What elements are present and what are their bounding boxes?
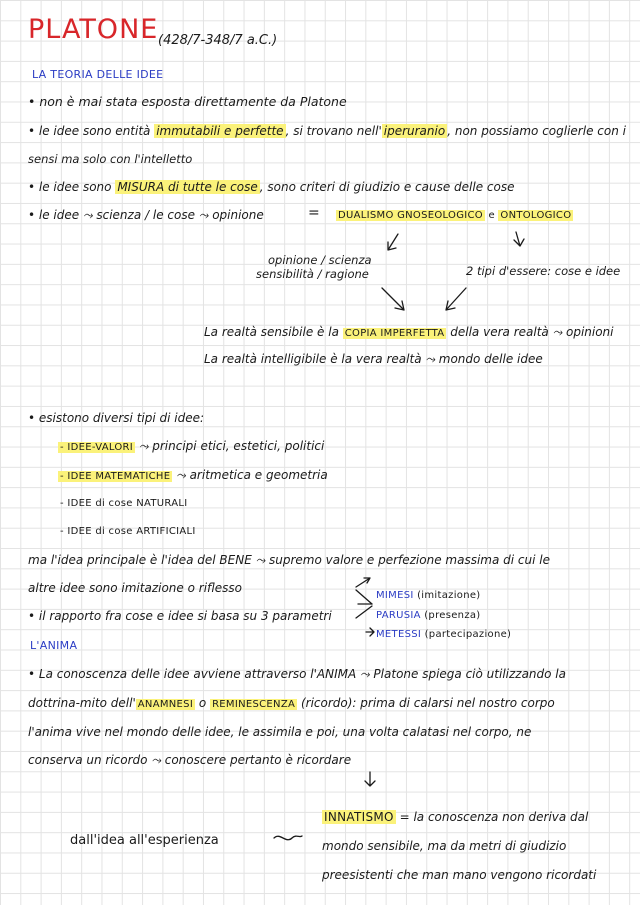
squiggle-arrow-icon: [274, 836, 302, 840]
idea-type: - IDEE di cose NATURALI: [60, 498, 188, 509]
highlight: REMINESCENZA: [212, 699, 296, 710]
highlight: ONTOLOGICO: [500, 210, 572, 221]
highlight: COPIA IMPERFETTA: [344, 328, 445, 339]
text: (presenza): [420, 610, 481, 621]
idea-type: [58, 467, 328, 485]
dates: (428/7-348/7 a.C.): [158, 33, 278, 48]
parameter: [376, 588, 481, 604]
arrow-icon: [356, 606, 372, 618]
note-line: [204, 324, 614, 342]
text: • le idee sono entità: [28, 124, 155, 138]
text: • le idee sono: [28, 180, 116, 194]
note-line: La realtà intelligibile è la vera realtà ⤳ mondo delle idee: [204, 352, 543, 366]
text: e: [488, 210, 495, 221]
parameter: [376, 627, 511, 643]
text: ⤳ principi etici, estetici, politici: [135, 439, 325, 453]
text: = la conoscenza non deriva dal: [395, 810, 589, 824]
text: della vera realtà ⤳ opinioni: [446, 325, 614, 339]
equals-sign: =: [308, 205, 320, 221]
text: , non possiamo coglierle con i: [447, 124, 626, 138]
arrow-icon: [356, 578, 370, 587]
highlight: MISURA di tutte le cose: [117, 180, 258, 194]
parameter: [376, 608, 481, 624]
text: La realtà sensibile è la: [204, 325, 343, 339]
note-line: • esistono diversi tipi di idee:: [28, 411, 205, 425]
highlight: DUALISMO GNOSEOLOGICO: [338, 210, 483, 221]
parameter-name: PARUSIA: [376, 610, 421, 621]
text: , sono criteri di giudizio e cause delle cose: [259, 180, 515, 194]
note-line: • le idee ⤳ scienza / le cose ⤳ opinione: [28, 208, 264, 222]
text: (ricordo): prima di calarsi nel nostro corpo: [297, 696, 555, 710]
note-line: [28, 695, 555, 713]
note-line: • il rapporto fra cose e idee si basa su 3 parametri: [28, 609, 332, 623]
highlight: ANAMNESI: [137, 699, 194, 710]
text: (partecipazione): [421, 629, 512, 640]
experience-label: dall'idea all'esperienza: [70, 833, 219, 848]
arrow-icon: [382, 288, 404, 310]
note-line: altre idee sono imitazione o riflesso: [28, 581, 243, 595]
text: , si trovano nell': [285, 124, 382, 138]
idea-type: - IDEE di cose ARTIFICIALI: [60, 526, 196, 537]
highlight: immutabili e perfette: [156, 124, 284, 138]
arrow-icon: [366, 628, 374, 636]
note-line: conserva un ricordo ⤳ conoscere pertanto è ricordare: [28, 753, 352, 767]
note-line: ma l'idea principale è l'idea del BENE ⤳ supremo valore e perfezione massima di cui le: [28, 553, 550, 567]
arrow-icon: [365, 772, 375, 786]
text: dottrina-mito dell': [28, 696, 136, 710]
note-line: • non è mai stata esposta direttamente da Platone: [28, 94, 347, 109]
branch-label: sensibilità / ragione: [256, 267, 369, 281]
arrow-icon: [356, 590, 372, 604]
note-line: • La conoscenza delle idee avviene attraverso l'ANIMA ⤳ Platone spiega ciò utilizzando la: [28, 667, 566, 681]
branch-label: 2 tipi d'essere: cose e idee: [466, 264, 621, 278]
section-heading-ideas: LA TEORIA DELLE IDEE: [32, 68, 164, 81]
note-line: mondo sensibile, ma da metri di giudizio: [322, 839, 567, 853]
idea-type: [58, 438, 324, 456]
section-heading-soul: L'ANIMA: [30, 639, 78, 652]
note-line: sensi ma solo con l'intelletto: [28, 152, 193, 166]
parameter-name: MIMESI: [376, 590, 414, 601]
page-title: PLATONE: [28, 14, 159, 45]
highlight: - IDEE-VALORI: [60, 442, 134, 453]
text: o: [195, 696, 211, 710]
arrow-icon: [446, 288, 466, 310]
arrow-icon: [514, 232, 524, 246]
highlight: iperuranio: [383, 124, 446, 138]
highlight: INNATISMO: [324, 810, 394, 824]
parameter-name: METESSI: [376, 629, 422, 640]
note-line: preesistenti che man mano vengono ricordati: [322, 868, 597, 882]
note-line: l'anima vive nel mondo delle idee, le assimila e poi, una volta calatasi nel corpo, ne: [28, 725, 532, 739]
branch-label: opinione / scienza: [268, 253, 372, 267]
highlight: - IDEE MATEMATICHE: [60, 471, 171, 482]
text: ⤳ aritmetica e geometria: [172, 468, 328, 482]
arrow-icon: [388, 234, 398, 250]
innatism-line: [322, 809, 588, 825]
text: (imitazione): [413, 590, 481, 601]
